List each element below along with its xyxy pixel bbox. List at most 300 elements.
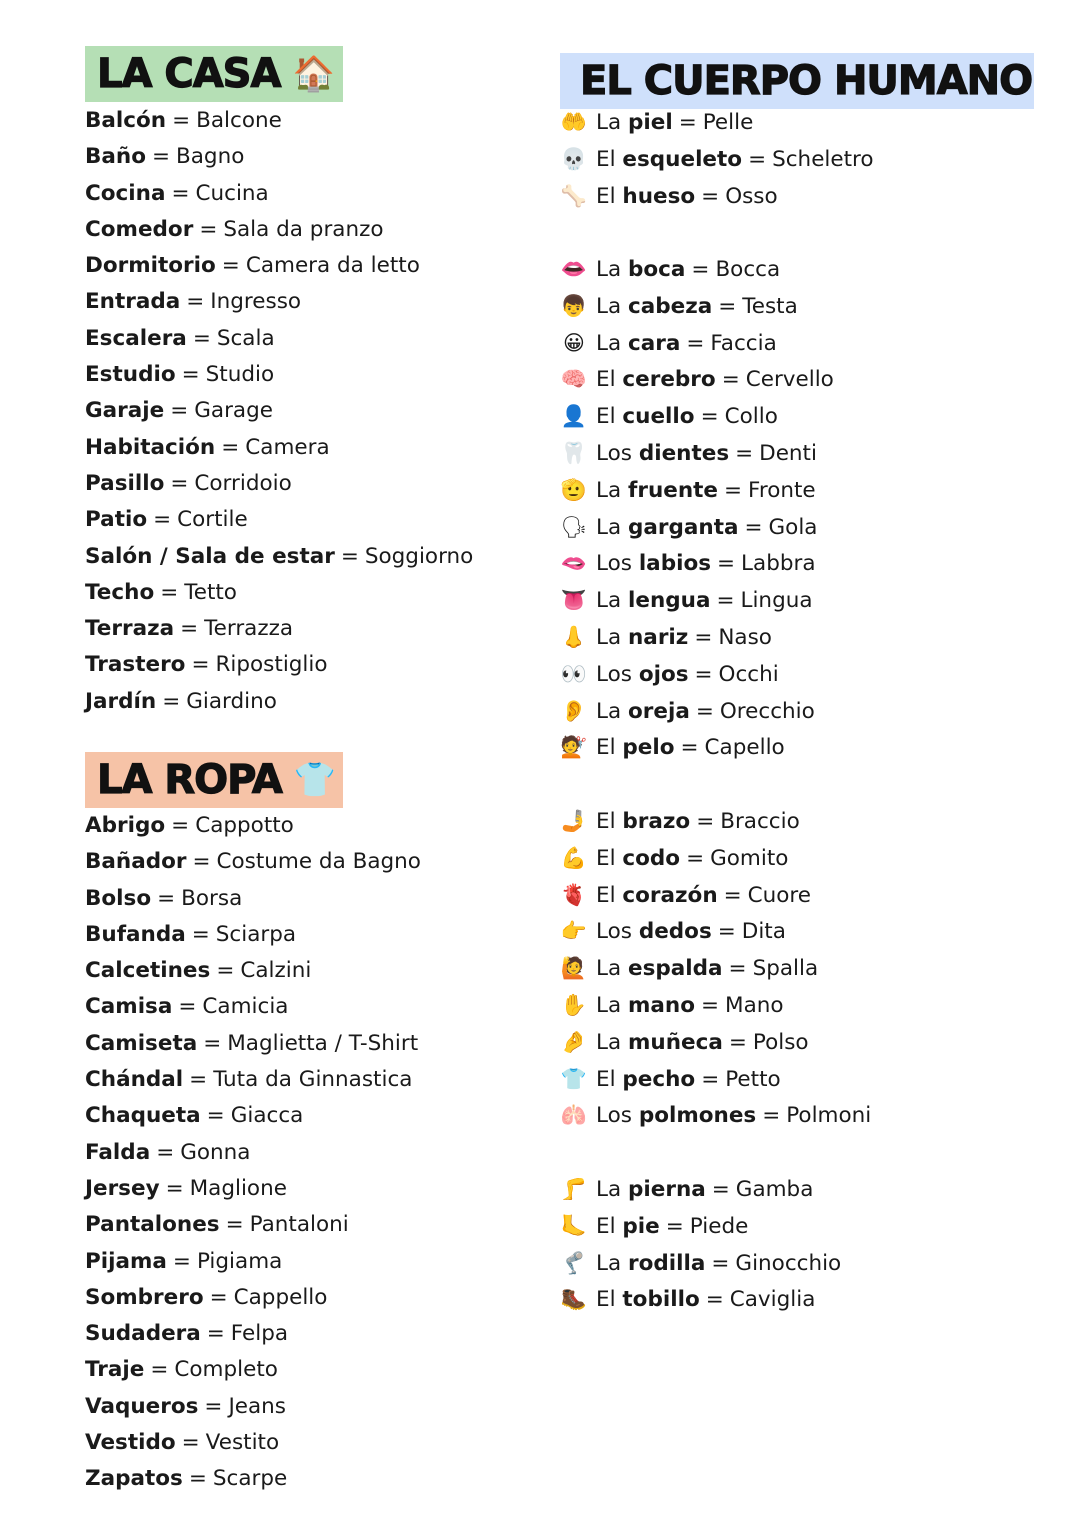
italian-term: Polso (752, 1029, 809, 1055)
equals-sign: = (716, 588, 735, 614)
spanish-term: cerebro (622, 367, 716, 393)
spanish-term: Entrada (85, 289, 181, 315)
equals-sign: = (192, 325, 211, 351)
vocab-item (85, 1389, 421, 1425)
equals-sign: = (694, 624, 713, 650)
head-icon: 👦 (560, 293, 588, 318)
equals-sign: = (199, 216, 218, 242)
italian-term: Borsa (181, 885, 243, 911)
equals-sign: = (694, 661, 713, 687)
spanish-term: Falda (85, 1139, 151, 1165)
equals-sign: = (717, 919, 736, 945)
article: La (596, 956, 622, 982)
italian-term: Mano (725, 992, 784, 1018)
spanish-term: Habitación (85, 434, 216, 460)
vocab-item (85, 989, 421, 1025)
ear-icon: 👂 (560, 698, 588, 723)
shirt-icon: 👕 (560, 1066, 588, 1091)
italian-term: Corridoio (194, 470, 292, 496)
face-icon: 😀 (563, 330, 585, 355)
spanish-term: Patio (85, 507, 148, 533)
equals-sign: = (165, 1175, 184, 1201)
vocab-item (560, 398, 834, 435)
spanish-term: fruente (628, 477, 719, 503)
equals-sign: = (678, 110, 697, 135)
spanish-term: pie (622, 1213, 660, 1239)
vocab-item (85, 808, 421, 844)
italian-term: Cucina (195, 180, 269, 206)
equals-sign: = (665, 1213, 684, 1239)
vocab-item (85, 248, 473, 284)
vocab-item (85, 1425, 421, 1461)
spanish-term: tobillo (622, 1287, 700, 1313)
article: La (596, 698, 622, 724)
spanish-term: Sudadera (85, 1321, 201, 1347)
vocab-item (85, 647, 473, 683)
vocab-item (85, 1098, 421, 1134)
italian-term: Scarpe (212, 1466, 288, 1492)
vocab-item (85, 1244, 421, 1280)
italian-term: Balcone (196, 108, 282, 133)
italian-term: Capello (704, 735, 785, 761)
house-icon: 🏠 (292, 54, 334, 94)
italian-term: Vestito (205, 1430, 280, 1456)
body-group-legs (560, 1171, 841, 1318)
vocab-item (560, 141, 874, 178)
spanish-term: cabeza (628, 293, 713, 319)
italian-term: Scala (216, 325, 275, 351)
spanish-term: Balcón (85, 108, 167, 133)
salute-face-icon: 🫡 (560, 477, 588, 502)
vocab-item (560, 840, 871, 877)
equals-sign: = (153, 507, 172, 533)
italian-term: Sciarpa (215, 921, 297, 947)
vocab-item (85, 176, 473, 212)
vocab-item (85, 502, 473, 538)
italian-term: Pelle (702, 110, 754, 135)
article: Los (596, 661, 632, 687)
equals-sign: = (191, 652, 210, 678)
vocab-item (560, 361, 834, 398)
foot-icon: 🦶 (560, 1213, 588, 1238)
vocab-item (85, 1026, 421, 1062)
equals-sign: = (204, 1393, 223, 1419)
italian-term: Maglietta / T-Shirt (227, 1030, 419, 1056)
equals-sign: = (701, 992, 720, 1018)
pointing-finger-icon: 👉 (560, 919, 588, 944)
vocab-item (560, 288, 834, 325)
italian-term: Maglione (189, 1175, 287, 1201)
vocab-item (560, 1097, 871, 1134)
italian-term: Fronte (748, 477, 816, 503)
el-cuerpo-header (560, 53, 1034, 109)
italian-term: Ginocchio (735, 1250, 842, 1276)
vocab-item (560, 1281, 841, 1318)
article: El (596, 146, 616, 172)
article: Los (596, 551, 632, 577)
shirt-icon: 👕 (293, 760, 336, 800)
vocab-item (85, 321, 473, 357)
vocab-item (85, 1062, 421, 1098)
equals-sign: = (206, 1103, 225, 1129)
spanish-term: nariz (628, 624, 689, 650)
italian-term: Gonna (180, 1139, 251, 1165)
vocab-item (85, 1280, 421, 1316)
palms-icon: 🤲 (560, 110, 588, 134)
haircut-icon: 💇 (560, 735, 588, 760)
equals-sign: = (221, 434, 240, 460)
spanish-term: pecho (622, 1066, 696, 1092)
equals-sign: = (188, 1466, 207, 1492)
equals-sign: = (695, 698, 714, 724)
italian-term: Naso (718, 624, 772, 650)
italian-term: Caviglia (729, 1287, 816, 1313)
vocab-item (560, 582, 834, 619)
vocab-item (560, 913, 871, 950)
italian-term: Felpa (230, 1321, 289, 1347)
vocab-item (560, 545, 834, 582)
vocab-item (560, 693, 834, 730)
italian-term: Bagno (176, 144, 245, 170)
italian-term: Soggiorno (364, 543, 474, 569)
spanish-term: esqueleto (622, 146, 743, 172)
italian-term: Tetto (184, 579, 237, 605)
vocab-item (560, 1208, 841, 1245)
spanish-term: Bolso (85, 885, 152, 911)
spanish-term: Baño (85, 144, 146, 170)
vocab-item (560, 509, 834, 546)
article: El (596, 1066, 616, 1092)
italian-term: Tuta da Ginnastica (213, 1067, 413, 1093)
article: El (596, 882, 616, 908)
equals-sign: = (700, 404, 719, 430)
spanish-term: pelo (622, 735, 675, 761)
italian-term: Giardino (186, 688, 277, 714)
spanish-term: labios (638, 551, 712, 577)
italian-term: Costume da Bagno (216, 849, 421, 875)
vocab-item (85, 284, 473, 320)
nose-icon: 👃 (560, 624, 588, 649)
equals-sign: = (171, 813, 190, 838)
spanish-term: Abrigo (85, 813, 166, 838)
spanish-term: Bañador (85, 849, 187, 875)
vocab-item (560, 619, 834, 656)
equals-sign: = (181, 1430, 200, 1456)
italian-term: Cappello (233, 1284, 328, 1310)
vocab-item (560, 178, 874, 215)
anatomical-heart-icon: 🫀 (560, 882, 588, 907)
spanish-term: rodilla (628, 1250, 706, 1276)
article: La (596, 257, 622, 282)
italian-term: Collo (724, 404, 778, 430)
vocab-item (560, 1024, 871, 1061)
equals-sign: = (206, 1321, 225, 1347)
spanish-term: espalda (628, 956, 723, 982)
equals-sign: = (717, 551, 736, 577)
vocab-item (560, 472, 834, 509)
spanish-term: Calcetines (85, 958, 211, 984)
spanish-term: lengua (628, 588, 711, 614)
pinching-hand-icon: 🤌 (560, 1029, 588, 1054)
vocab-item (85, 103, 473, 139)
italian-term: Osso (725, 183, 778, 209)
equals-sign: = (721, 367, 740, 393)
spanish-term: Chaqueta (85, 1103, 201, 1129)
italian-term: Labbra (741, 551, 816, 577)
italian-term: Garage (194, 398, 273, 424)
equals-sign: = (160, 579, 179, 605)
spanish-term: Camiseta (85, 1030, 198, 1056)
spanish-term: garganta (628, 514, 739, 540)
la-ropa-title: LA ROPA (97, 757, 282, 803)
equals-sign: = (762, 1103, 781, 1129)
spanish-term: Jardín (85, 688, 157, 714)
spanish-term: Estudio (85, 362, 176, 388)
spanish-term: Pantalones (85, 1212, 220, 1238)
article: Los (596, 1103, 632, 1129)
article: Los (596, 440, 632, 466)
italian-term: Bocca (715, 257, 781, 282)
spanish-term: Cocina (85, 180, 166, 206)
vocab-item (85, 430, 473, 466)
article: El (596, 183, 616, 209)
italian-term: Gamba (735, 1177, 814, 1202)
spanish-term: Dormitorio (85, 253, 216, 279)
vocab-item (85, 881, 421, 917)
equals-sign: = (680, 735, 699, 761)
equals-sign: = (191, 921, 210, 947)
italian-term: Cortile (177, 507, 248, 533)
el-cuerpo-title: EL CUERPO HUMANO (580, 58, 1033, 104)
leg-icon: 🦵 (560, 1177, 588, 1201)
vocab-item (85, 393, 473, 429)
equals-sign: = (171, 180, 190, 206)
spanish-term: Sombrero (85, 1284, 204, 1310)
vocab-item (85, 1352, 421, 1388)
equals-sign: = (216, 958, 235, 984)
vocab-item (85, 917, 421, 953)
vocab-item (85, 539, 473, 575)
vocab-item (85, 466, 473, 502)
equals-sign: = (711, 1250, 730, 1276)
flexed-biceps-icon: 💪 (560, 845, 588, 870)
spanish-term: corazón (622, 882, 718, 908)
silhouette-icon: 👤 (560, 404, 588, 429)
spanish-term: boca (628, 257, 686, 282)
vocab-item (85, 684, 473, 720)
vocab-item (560, 950, 871, 987)
vocab-item (560, 104, 874, 141)
italian-term: Braccio (720, 809, 800, 834)
equals-sign: = (170, 470, 189, 496)
article: La (596, 514, 622, 540)
lungs-icon: 🫁 (560, 1103, 588, 1128)
vocab-item (560, 251, 834, 288)
italian-term: Camera (245, 434, 330, 460)
equals-sign: = (225, 1212, 244, 1238)
vocab-item (560, 1061, 871, 1098)
italian-term: Gola (768, 514, 818, 540)
italian-term: Gomito (710, 845, 789, 871)
equals-sign: = (728, 956, 747, 982)
equals-sign: = (172, 1248, 191, 1274)
italian-term: Testa (742, 293, 798, 319)
article: La (596, 1250, 622, 1276)
mechanical-leg-icon: 🦿 (560, 1250, 588, 1275)
skull-icon: 💀 (560, 146, 588, 171)
spanish-term: Vestido (85, 1430, 176, 1456)
body-group-skeleton (560, 104, 874, 214)
equals-sign: = (192, 849, 211, 875)
equals-sign: = (728, 1029, 747, 1055)
equals-sign: = (340, 543, 359, 569)
article: El (596, 809, 616, 834)
equals-sign: = (156, 1139, 175, 1165)
equals-sign: = (221, 253, 240, 279)
italian-term: Ripostiglio (215, 652, 328, 678)
equals-sign: = (170, 398, 189, 424)
equals-sign: = (178, 994, 197, 1020)
equals-sign: = (691, 257, 710, 282)
equals-sign: = (735, 440, 754, 466)
vocab-item (85, 844, 421, 880)
vocab-item (560, 877, 871, 914)
spanish-term: ojos (638, 661, 689, 687)
vocab-item (85, 953, 421, 989)
italian-term: Camicia (202, 994, 289, 1020)
vocab-item (85, 575, 473, 611)
italian-term: Polmoni (786, 1103, 872, 1129)
la-ropa-header (85, 752, 343, 808)
equals-sign: = (701, 183, 720, 209)
tooth-icon: 🦷 (560, 440, 588, 465)
italian-term: Pantaloni (249, 1212, 349, 1238)
equals-sign: = (686, 845, 705, 871)
article: La (596, 330, 622, 356)
article: El (596, 845, 616, 871)
article: El (596, 367, 616, 393)
equals-sign: = (705, 1287, 724, 1313)
equals-sign: = (744, 514, 763, 540)
body-group-head (560, 251, 834, 766)
italian-term: Camera da letto (245, 253, 420, 279)
equals-sign: = (718, 293, 737, 319)
speaking-head-icon: 🗣 (560, 514, 588, 539)
spanish-term: Pasillo (85, 470, 165, 496)
italian-term: Scheletro (772, 146, 874, 172)
vocab-item (85, 1135, 421, 1171)
italian-term: Occhi (718, 661, 779, 687)
equals-sign: = (151, 144, 170, 170)
spanish-term: Camisa (85, 994, 173, 1020)
vocab-item (560, 729, 834, 766)
la-casa-header (85, 46, 343, 102)
article: La (596, 110, 622, 135)
italian-term: Terrazza (204, 616, 294, 642)
spanish-term: Zapatos (85, 1466, 183, 1492)
spanish-term: Chándal (85, 1067, 184, 1093)
raising-hand-icon: 🙋 (560, 956, 588, 981)
spanish-term: Trastero (85, 652, 186, 678)
vocab-item (85, 611, 473, 647)
spanish-term: brazo (622, 809, 691, 834)
brain-icon: 🧠 (560, 367, 588, 392)
spanish-term: dedos (638, 919, 712, 945)
spanish-term: oreja (628, 698, 690, 724)
spanish-term: Terraza (85, 616, 175, 642)
vocab-item (85, 357, 473, 393)
article: Los (596, 919, 632, 945)
vocab-item (85, 1207, 421, 1243)
article: La (596, 588, 622, 614)
italian-term: Spalla (752, 956, 819, 982)
equals-sign: = (150, 1357, 169, 1383)
biting-lip-icon: 🫦 (560, 551, 588, 576)
equals-sign: = (186, 289, 205, 315)
vocab-item (85, 212, 473, 248)
article: El (596, 735, 616, 761)
article: El (596, 1213, 616, 1239)
italian-term: Giacca (230, 1103, 304, 1129)
equals-sign: = (180, 616, 199, 642)
spanish-term: cara (628, 330, 681, 356)
la-casa-list (85, 103, 473, 720)
hiking-boot-icon: 🥾 (560, 1287, 588, 1312)
spanish-term: cuello (622, 404, 695, 430)
equals-sign: = (748, 146, 767, 172)
bone-icon: 🦴 (560, 183, 588, 208)
equals-sign: = (203, 1030, 222, 1056)
article: La (596, 1177, 622, 1202)
italian-term: Dita (741, 919, 786, 945)
spanish-term: Traje (85, 1357, 145, 1383)
spanish-term: dientes (638, 440, 730, 466)
spanish-term: polmones (638, 1103, 757, 1129)
article: La (596, 624, 622, 650)
article: El (596, 404, 616, 430)
mouth-icon: 👄 (560, 257, 588, 281)
vocab-item (85, 1461, 421, 1497)
italian-term: Piede (689, 1213, 749, 1239)
vocab-item (85, 1171, 421, 1207)
equals-sign: = (696, 809, 715, 834)
la-ropa-list (85, 808, 421, 1498)
equals-sign: = (189, 1067, 208, 1093)
article: La (596, 992, 622, 1018)
italian-term: Ingresso (210, 289, 302, 315)
vocab-item (560, 1245, 841, 1282)
article: La (596, 293, 622, 319)
italian-term: Calzini (240, 958, 312, 984)
article: La (596, 1029, 622, 1055)
spanish-term: Jersey (85, 1175, 160, 1201)
vocab-item (560, 987, 871, 1024)
italian-term: Petto (725, 1066, 781, 1092)
equals-sign: = (157, 885, 176, 911)
italian-term: Cappotto (195, 813, 294, 838)
equals-sign: = (723, 882, 742, 908)
spanish-term: Comedor (85, 216, 194, 242)
article: La (596, 477, 622, 503)
spanish-term: Bufanda (85, 921, 186, 947)
spanish-term: Salón / Sala de estar (85, 543, 335, 569)
vocab-item (560, 1171, 841, 1208)
vocab-item (560, 803, 871, 840)
equals-sign: = (701, 1066, 720, 1092)
spanish-term: piel (628, 110, 673, 135)
equals-sign: = (724, 477, 743, 503)
italian-term: Pigiama (196, 1248, 283, 1274)
